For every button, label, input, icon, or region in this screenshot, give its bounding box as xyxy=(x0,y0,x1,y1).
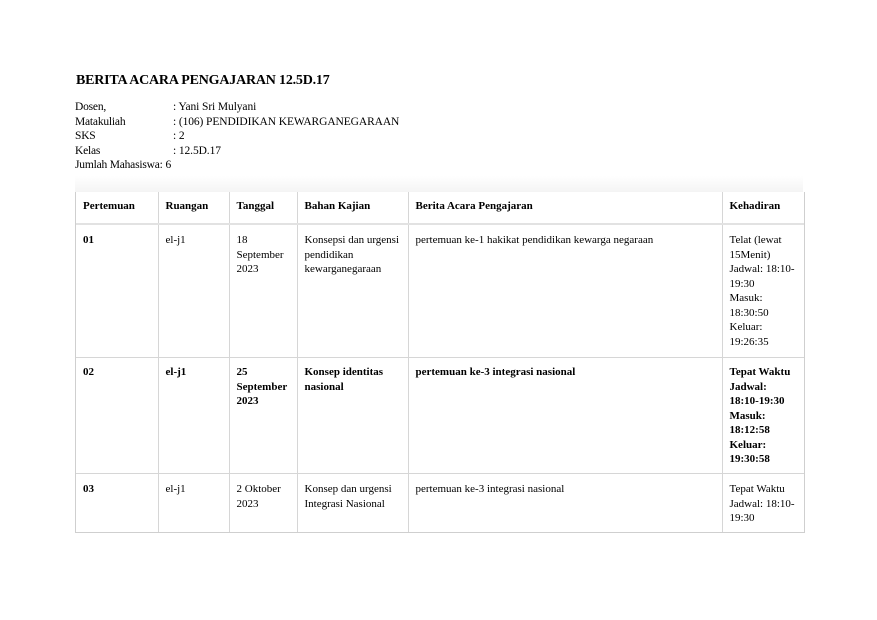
header-kehadiran: Kehadiran xyxy=(722,192,804,224)
cell-tanggal: 2 Oktober 2023 xyxy=(229,474,297,533)
meta-value-sks: : 2 xyxy=(173,130,185,142)
cell-kehadiran xyxy=(722,224,804,358)
attendance-table xyxy=(76,192,804,532)
meta-sks xyxy=(75,129,399,144)
meta-value-matakuliah: : (106) PENDIDIKAN KEWARGANEGARAAN xyxy=(173,115,400,128)
meta-label-sks: SKS xyxy=(75,130,96,142)
meta-value-dosen: : Yani Sri Mulyani xyxy=(173,101,257,113)
kehadiran-masuk: Masuk: 18:30:50 xyxy=(729,292,769,319)
cell-ruangan: el-j1 xyxy=(158,224,229,358)
cell-tanggal: 25 September 2023 xyxy=(229,358,297,474)
meta-dosen xyxy=(75,100,399,115)
cell-ruangan: el-j1 xyxy=(158,358,229,474)
cell-bahan-kajian: Konsep identitas nasional xyxy=(297,358,408,474)
meta-value-jumlah: : 6 xyxy=(159,159,172,171)
kehadiran-status: Tepat Waktu xyxy=(729,483,785,495)
course-info xyxy=(75,100,399,173)
kehadiran-jadwal: Jadwal: 18:10-19:30 xyxy=(729,380,785,407)
meta-kelas xyxy=(75,144,399,159)
cell-ruangan: el-j1 xyxy=(158,474,229,533)
attendance-table-container xyxy=(75,192,805,533)
header-ruangan: Ruangan xyxy=(158,192,229,224)
header-bahan-kajian: Bahan Kajian xyxy=(297,192,408,224)
cell-berita-acara: pertemuan ke-3 integrasi nasional xyxy=(408,474,722,533)
meta-label-kelas: Kelas xyxy=(75,144,101,157)
cell-pertemuan: 02 xyxy=(76,358,158,474)
kehadiran-jadwal: Jadwal: 18:10-19:30 xyxy=(729,263,795,290)
meta-matakuliah xyxy=(75,115,399,130)
meta-label-jumlah: Jumlah Mahasiswa xyxy=(75,159,160,171)
cell-pertemuan: 03 xyxy=(76,474,158,533)
meta-label-matakuliah: Matakuliah xyxy=(75,115,126,128)
kehadiran-status: Telat (lewat 15Menit) xyxy=(729,234,782,261)
kehadiran-jadwal: Jadwal: 18:10-19:30 xyxy=(729,497,795,524)
table-row xyxy=(76,474,804,533)
header-pertemuan: Pertemuan xyxy=(76,192,158,224)
table-row xyxy=(76,358,804,474)
meta-jumlah xyxy=(75,158,399,173)
kehadiran-masuk: Masuk: 18:12:58 xyxy=(729,409,770,436)
cell-berita-acara: pertemuan ke-1 hakikat pendidikan kewarga negaraan xyxy=(408,224,722,358)
cell-bahan-kajian: Konsep dan urgensi Integrasi Nasional xyxy=(297,474,408,533)
table-top-shade xyxy=(75,176,803,192)
cell-pertemuan: 01 xyxy=(76,224,158,358)
cell-kehadiran xyxy=(722,358,804,474)
cell-tanggal: 18 September 2023 xyxy=(229,224,297,358)
kehadiran-keluar: Keluar: 19:26:35 xyxy=(729,321,769,348)
cell-berita-acara: pertemuan ke-3 integrasi nasional xyxy=(408,358,722,474)
table-header-row xyxy=(76,192,804,224)
table-row xyxy=(76,224,804,358)
document-title: BERITA ACARA PENGAJARAN 12.5D.17 xyxy=(76,73,330,88)
kehadiran-keluar: Keluar: 19:30:58 xyxy=(729,438,770,465)
header-berita-acara: Berita Acara Pengajaran xyxy=(408,192,722,224)
cell-bahan-kajian: Konsepsi dan urgensi pendidikan kewarganegaraan xyxy=(297,224,408,358)
header-tanggal: Tanggal xyxy=(229,192,297,224)
meta-label-dosen: Dosen, xyxy=(75,101,107,113)
meta-value-kelas: : 12.5D.17 xyxy=(173,144,221,157)
kehadiran-status: Tepat Waktu xyxy=(729,366,791,378)
cell-kehadiran xyxy=(722,474,804,533)
